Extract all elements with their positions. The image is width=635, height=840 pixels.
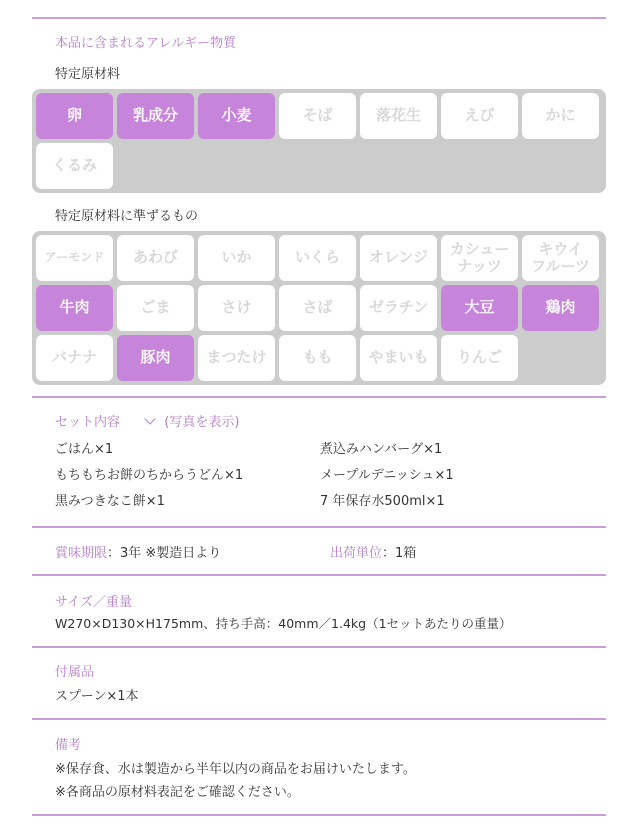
accessory-title: 付属品 — [55, 665, 95, 680]
set-item: 煮込みハンバーグ×1 — [320, 442, 443, 457]
rule-shelf — [32, 526, 606, 528]
rule-top — [32, 17, 606, 19]
allergen-chip: カシュー ナッツ — [441, 235, 518, 281]
allergen-chip: そば — [279, 93, 356, 139]
chevron-down-icon[interactable] — [144, 413, 155, 424]
allergen-chip: 大豆 — [441, 285, 518, 331]
allergen-chip: 卵 — [36, 93, 113, 139]
rule-set — [32, 396, 606, 398]
set-title — [55, 411, 239, 430]
shipping-unit-value: ：1箱 — [382, 546, 417, 561]
equiv-allergen-grid — [32, 231, 606, 385]
shipping-unit-label: 出荷単位 — [330, 546, 383, 561]
allergen-chip: 豚肉 — [117, 335, 194, 381]
allergen-chip: ゼラチン — [360, 285, 437, 331]
set-item: 7 年保存水500ml×1 — [320, 494, 445, 509]
equiv-label: 特定原材料に準ずるもの — [55, 209, 199, 224]
rule-notes — [32, 718, 606, 720]
allergen-chip: 落花生 — [360, 93, 437, 139]
allergen-chip: さけ — [198, 285, 275, 331]
allergen-chip: まつたけ — [198, 335, 275, 381]
allergen-chip: 乳成分 — [117, 93, 194, 139]
allergen-chip: オレンジ — [360, 235, 437, 281]
allergen-chip: 鶏肉 — [522, 285, 599, 331]
rule-size — [32, 574, 606, 576]
shipping-unit — [330, 542, 416, 561]
specific-label: 特定原材料 — [55, 67, 121, 82]
allergen-chip: えび — [441, 93, 518, 139]
rule-accessory — [32, 646, 606, 648]
allergen-chip: あわび — [117, 235, 194, 281]
allergen-chip: 牛肉 — [36, 285, 113, 331]
set-item: ごはん×1 — [55, 442, 114, 457]
allergen-chip: いか — [198, 235, 275, 281]
allergen-chip: ごま — [117, 285, 194, 331]
note-line: ※各商品の原材料表記をご確認ください。 — [55, 785, 300, 800]
size-title: サイズ／重量 — [55, 595, 132, 610]
shelf-life-label: 賞味期限 — [55, 546, 108, 561]
shelf-life — [55, 542, 221, 561]
rule-bottom — [32, 814, 606, 816]
allergen-chip: アーモンド — [36, 235, 113, 281]
allergen-chip: バナナ — [36, 335, 113, 381]
show-photo-link[interactable]: (写真を表示) — [164, 415, 240, 430]
allergen-chip: かに — [522, 93, 599, 139]
notes-title: 備考 — [55, 738, 82, 753]
specific-allergen-grid — [32, 89, 606, 193]
allergen-chip: やまいも — [360, 335, 437, 381]
allergy-title: 本品に含まれるアレルギー物質 — [55, 36, 237, 51]
allergen-chip: さば — [279, 285, 356, 331]
allergen-chip: いくら — [279, 235, 356, 281]
set-item: メープルデニッシュ×1 — [320, 468, 454, 483]
allergen-chip: 小麦 — [198, 93, 275, 139]
shelf-life-value: ：3年 ※製造日より — [107, 546, 222, 561]
note-line: ※保存食、水は製造から半年以内の商品をお届けいたします。 — [55, 762, 416, 777]
allergen-chip: もも — [279, 335, 356, 381]
set-title-text: セット内容 — [55, 415, 121, 430]
allergen-chip: キウイ フルーツ — [522, 235, 599, 281]
set-item: 黒みつきなこ餅×1 — [55, 494, 165, 509]
size-value: W270×D130×H175mm、持ち手高：40mm／1.4kg（1セットあたりの重量） — [55, 616, 512, 631]
accessory-value: スプーン×1本 — [55, 689, 139, 704]
set-item: もちもちお餅のちからうどん×1 — [55, 468, 244, 483]
allergen-chip: りんご — [441, 335, 518, 381]
allergen-chip: くるみ — [36, 143, 113, 189]
